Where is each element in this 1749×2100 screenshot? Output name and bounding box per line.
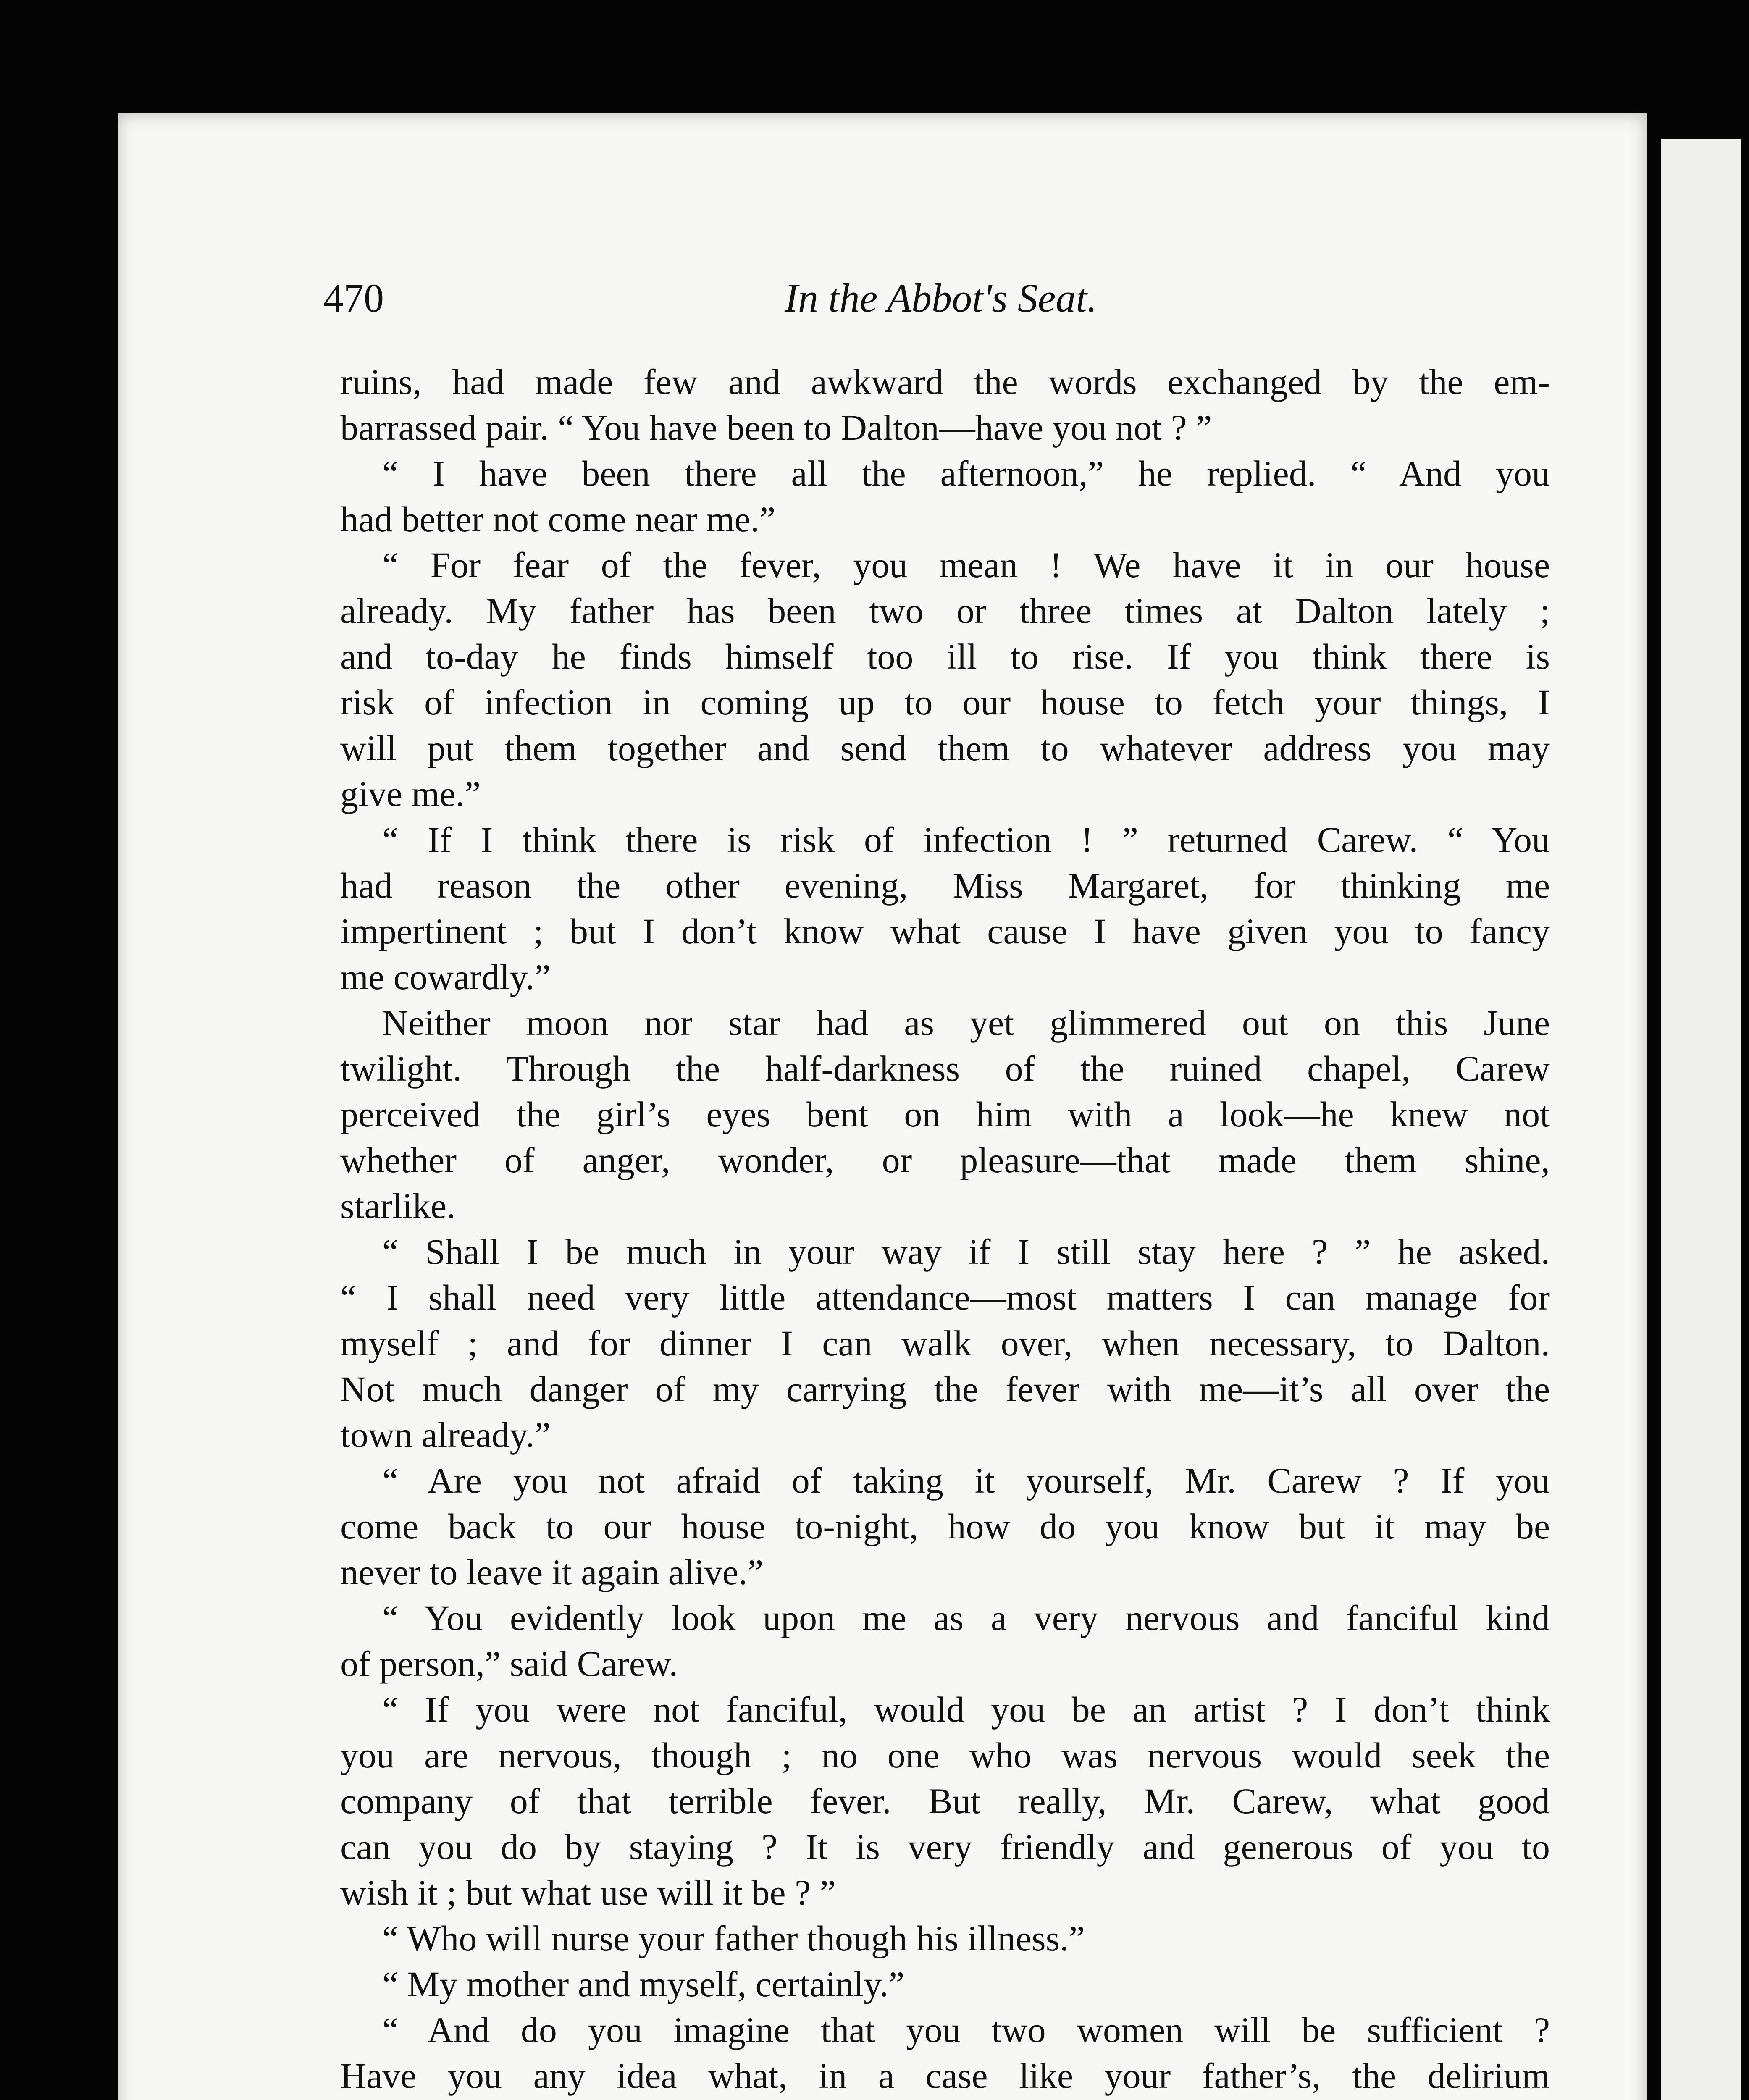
text-line: wish it ; but what use will it be ? ” [340, 1872, 836, 1913]
text-line: “ Are you not afraid of taking it yourself, Mr. Carew ? If you [382, 1460, 1550, 1501]
facing-page-edge [1661, 139, 1741, 2100]
text-line: whether of anger, wonder, or pleasure—that made them shine, [340, 1140, 1550, 1180]
text-line: myself ; and for dinner I can walk over, when necessary, to Dalton. [340, 1323, 1550, 1363]
text-line: of person,” said Carew. [340, 1643, 678, 1684]
text-line: twilight. Through the half-darkness of the ruined chapel, Carew [340, 1048, 1550, 1089]
page-number: 470 [323, 276, 384, 320]
text-line: Have you any idea what, in a case like your father’s, the delirium [340, 2055, 1550, 2096]
text-line: starlike. [340, 1186, 456, 1226]
text-line: you are nervous, though ; no one who was nervous would seek the [340, 1735, 1550, 1775]
text-line: “ And do you imagine that you two women will be sufficient ? [382, 2010, 1550, 2050]
text-line: company of that terrible fever. But really, Mr. Carew, what good [340, 1781, 1550, 1821]
text-line: “ My mother and myself, certainly.” [382, 1964, 905, 2004]
text-line: already. My father has been two or three times at Dalton lately ; [340, 591, 1550, 631]
text-line: can you do by staying ? It is very friendly and generous of you to [340, 1827, 1550, 1867]
text-line: “ You evidently look upon me as a very nervous and fanciful kind [382, 1598, 1550, 1638]
text-line: “ Shall I be much in your way if I still stay here ? ” he asked. [382, 1231, 1550, 1272]
text-line: “ For fear of the fever, you mean ! We have it in our house [382, 545, 1550, 585]
text-line: come back to our house to-night, how do you know but it may be [340, 1506, 1550, 1546]
text-line: will put them together and send them to whatever address you may [340, 728, 1550, 768]
text-line: barrassed pair. “ You have been to Dalton—have you not ? ” [340, 407, 1212, 448]
body-text [340, 359, 1550, 2100]
page-header [323, 260, 1558, 336]
text-line: “ If you were not fanciful, would you be an artist ? I don’t think [382, 1689, 1550, 1730]
text-line: Not much danger of my carrying the fever with me—it’s all over the [340, 1369, 1550, 1409]
text-line: Neither moon nor star had as yet glimmered out on this June [382, 1003, 1550, 1043]
running-head: In the Abbot's Seat. [785, 276, 1097, 320]
text-line: had reason the other evening, Miss Margaret, for thinking me [340, 865, 1550, 906]
text-line: and to-day he finds himself too ill to rise. If you think there is [340, 636, 1550, 677]
text-line: “ If I think there is risk of infection ! ” returned Carew. “ You [382, 819, 1550, 860]
text-line: impertinent ; but I don’t know what cause I have given you to fancy [340, 911, 1550, 951]
text-line: ruins, had made few and awkward the words exchanged by the em- [340, 362, 1550, 402]
text-line: perceived the girl’s eyes bent on him with a look—he knew not [340, 1094, 1550, 1134]
text-line: “ I shall need very little attendance—most matters I can manage for [340, 1277, 1550, 1318]
text-line: town already.” [340, 1415, 551, 1455]
text-line: “ Who will nurse your father though his illness.” [382, 1918, 1085, 1958]
text-line: had better not come near me.” [340, 499, 776, 539]
text-line: never to leave it again alive.” [340, 1552, 764, 1592]
text-line: me cowardly.” [340, 957, 551, 997]
text-line: give me.” [340, 774, 481, 814]
text-line: risk of infection in coming up to our house to fetch your things, I [340, 682, 1550, 722]
text-line: “ I have been there all the afternoon,” he replied. “ And you [382, 453, 1550, 494]
